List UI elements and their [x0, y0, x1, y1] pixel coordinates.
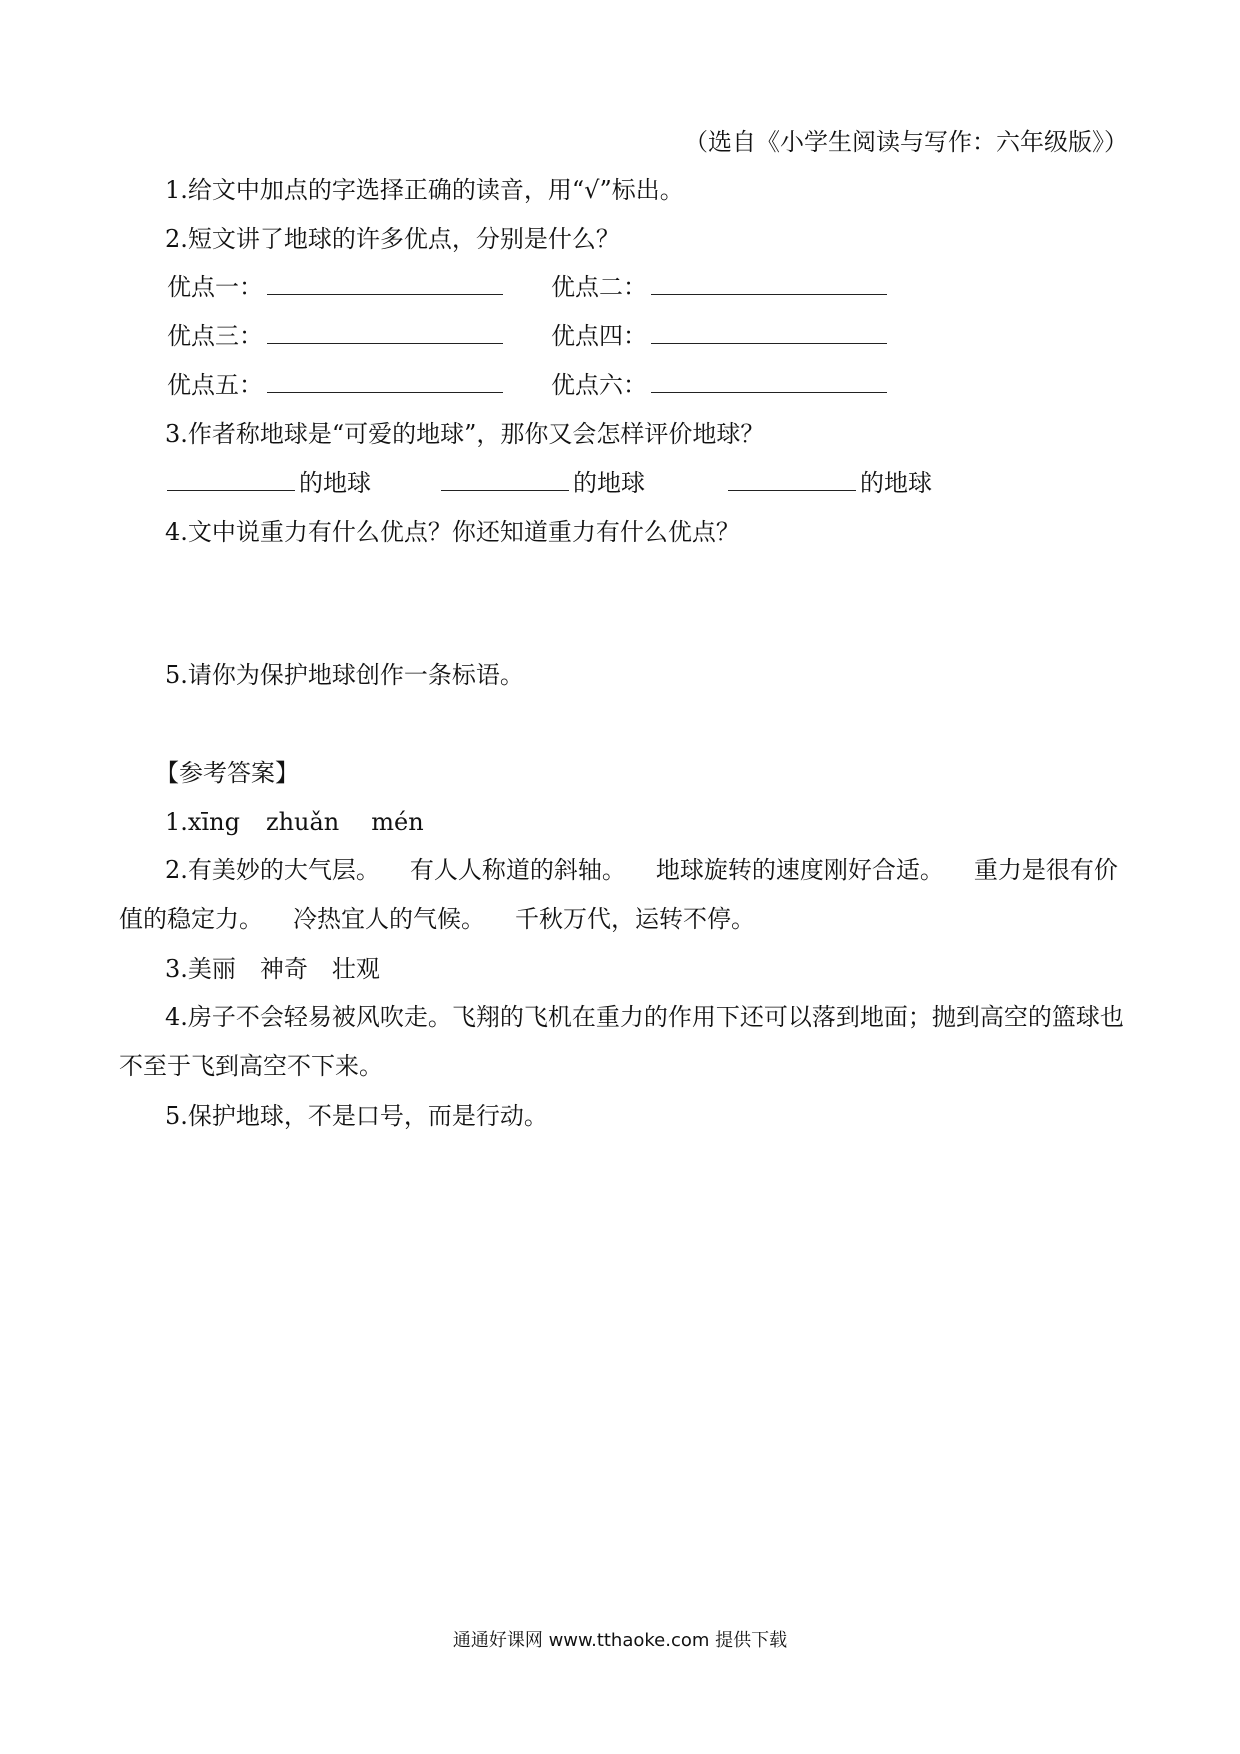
answer-4: 4.房子不会轻易被风吹走。飞翔的飞机在重力的作用下还可以落到地面；抛到高空的篮球也不至于飞到高空不下来。: [119, 1003, 1124, 1080]
evaluation-2: [441, 466, 645, 500]
answer-3-word-2: 神奇: [259, 955, 308, 983]
merit-1-label: 优点一：: [167, 273, 263, 301]
merit-1: [167, 270, 503, 304]
evaluation-1-blank[interactable]: [167, 468, 295, 491]
merit-5-blank[interactable]: [267, 370, 503, 393]
answer-heading: 【参考答案】: [155, 759, 299, 787]
answer-2-part-6: 千秋万代，运转不停。: [515, 905, 755, 933]
answer-1-prefix: 1.: [165, 808, 188, 836]
evaluation-3: [728, 466, 932, 500]
answer-1-reading-1: xīng: [187, 808, 240, 836]
merit-1-blank[interactable]: [267, 272, 503, 295]
answer-2: [119, 846, 1129, 944]
merit-2: [551, 270, 887, 304]
source-citation: （选自《小学生阅读与写作：六年级版》）: [684, 128, 1128, 156]
answer-2-part-2: 有人人称道的斜轴。: [409, 856, 626, 884]
merit-4: [551, 319, 887, 353]
answer-2-part-3: 地球旋转的速度刚好合适。: [655, 856, 944, 884]
evaluation-2-suffix: 的地球: [573, 469, 645, 497]
answer-1: [165, 805, 424, 839]
question-1: 1.给文中加点的字选择正确的读音，用“√”标出。: [165, 176, 684, 204]
answer-2-part-1: 2.有美妙的大气层。: [165, 856, 380, 884]
answer-3-word-1: 美丽: [187, 955, 236, 983]
question-4: 4.文中说重力有什么优点？你还知道重力有什么优点？: [165, 518, 740, 546]
question-3: 3.作者称地球是“可爱的地球”，那你又会怎样评价地球？: [165, 420, 765, 448]
evaluation-3-suffix: 的地球: [860, 469, 932, 497]
merit-6: [551, 368, 887, 402]
merit-5-label: 优点五：: [167, 371, 263, 399]
merit-3-blank[interactable]: [267, 321, 503, 344]
answer-1-reading-3: mén: [371, 808, 424, 836]
merit-6-label: 优点六：: [551, 371, 647, 399]
answer-3: [165, 952, 380, 986]
question-2: 2.短文讲了地球的许多优点，分别是什么？: [165, 225, 620, 253]
page-footer: 通通好课网 www.tthaoke.com 提供下载: [452, 1630, 788, 1651]
evaluation-1-suffix: 的地球: [299, 469, 371, 497]
merit-2-blank[interactable]: [651, 272, 887, 295]
merit-4-label: 优点四：: [551, 322, 647, 350]
question-5: 5.请你为保护地球创作一条标语。: [165, 661, 524, 689]
merit-5: [167, 368, 503, 402]
merit-3: [167, 319, 503, 353]
merit-6-blank[interactable]: [651, 370, 887, 393]
answer-3-prefix: 3.: [165, 955, 188, 983]
evaluation-2-blank[interactable]: [441, 468, 569, 491]
answer-3-word-3: 壮观: [331, 955, 380, 983]
merit-2-label: 优点二：: [551, 273, 647, 301]
merit-4-blank[interactable]: [651, 321, 887, 344]
answer-5: 5.保护地球，不是口号，而是行动。: [165, 1102, 548, 1130]
evaluation-1: [167, 466, 371, 500]
answer-2-part-4: 重力是很有价值的稳定力。: [119, 856, 1118, 933]
answer-1-reading-2: zhuǎn: [265, 808, 340, 836]
answer-2-part-5: 冷热宜人的气候。: [293, 905, 485, 933]
merit-3-label: 优点三：: [167, 322, 263, 350]
evaluation-3-blank[interactable]: [728, 468, 856, 491]
